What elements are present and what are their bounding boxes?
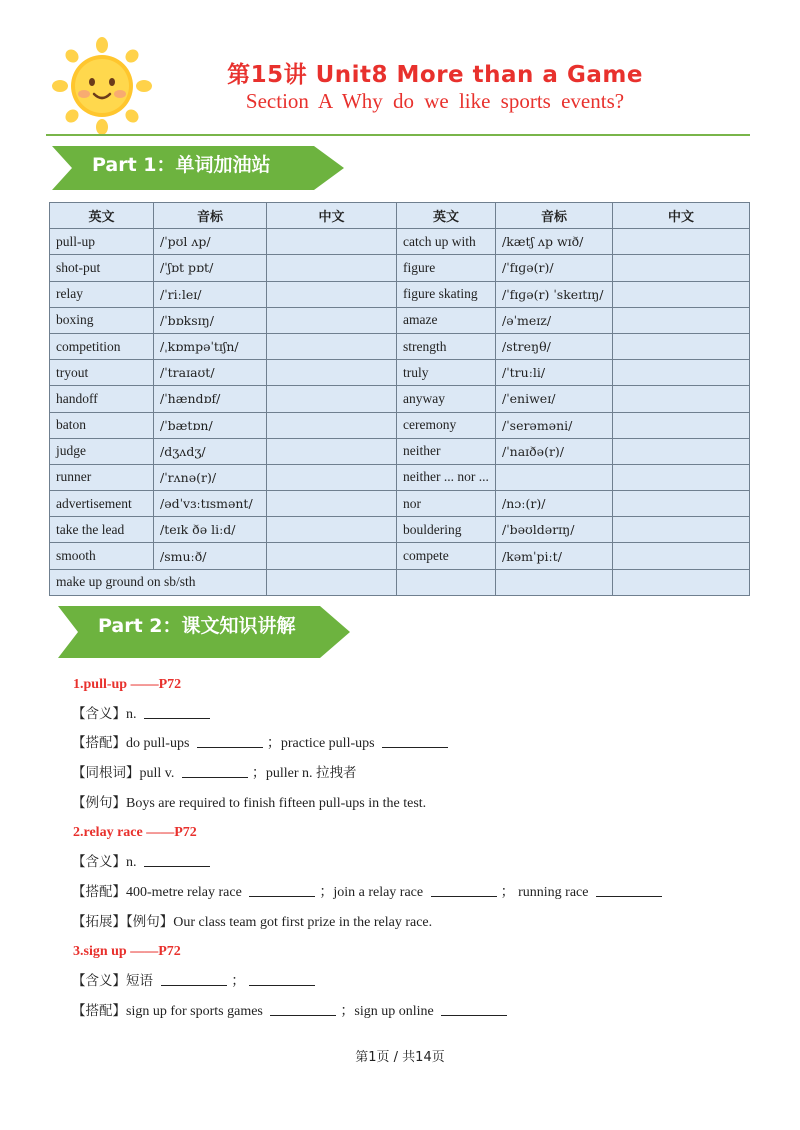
table-row [50,307,750,333]
cell-word-2: compete [397,543,496,569]
header-divider [46,134,750,136]
answer-blank[interactable] [197,734,263,748]
cell-meaning [267,386,397,412]
cell-word: tryout [50,360,154,386]
page-title: 第15讲 Unit8 More than a Game [227,62,643,88]
cell-phonetic-2: /streŋθ/ [496,333,613,359]
cell-phonetic: /ˈriːleɪ/ [154,281,267,307]
cell-phonetic-2: /ˈfɪɡə(r)/ [496,255,613,281]
lesson-line [72,789,752,819]
answer-blank[interactable] [182,764,248,778]
cell-phonetic: /ˈbɒksɪŋ/ [154,307,267,333]
lesson-line [72,848,752,878]
cell-word-2: amaze [397,307,496,333]
lesson-line [72,729,752,759]
answer-blank[interactable] [144,853,210,867]
page-subtitle: Section A Why do we like sports events? [245,89,625,113]
cell-word: shot-put [50,255,154,281]
line-text: 短语 [126,972,158,989]
line-tag: 【含义】 [72,705,126,722]
line-text: ；join a relay race [319,884,427,900]
cell-word: make up ground on sb/sth [50,569,267,595]
answer-blank[interactable] [249,972,315,986]
cell-empty [496,569,613,595]
cell-word: handoff [50,386,154,412]
cell-phonetic-2 [496,464,613,490]
cell-word-2: anyway [397,386,496,412]
cell-word: judge [50,438,154,464]
cell-word-2: strength [397,333,496,359]
cell-phonetic: /ˈbætɒn/ [154,412,267,438]
line-text: ； running race [500,884,592,900]
line-tag: 【拓展】【例句】 [72,913,174,930]
answer-blank[interactable] [270,1002,336,1016]
cell-meaning-2 [613,517,750,543]
cell-meaning-2 [613,412,750,438]
table-row [50,255,750,281]
lesson-line [72,967,752,997]
cell-meaning-2 [613,229,750,255]
cell-phonetic-2: /kəmˈpiːt/ [496,543,613,569]
cell-meaning [267,333,397,359]
cell-word-2: neither ... nor ... [397,464,496,490]
table-row [50,281,750,307]
line-text: pull v. [139,766,178,782]
cell-word-2: figure [397,255,496,281]
table-row [50,386,750,412]
answer-blank[interactable] [441,1002,507,1016]
section-heading: 3.sign up ——P72 [73,944,181,960]
cell-word: competition [50,333,154,359]
cell-meaning-2 [613,307,750,333]
cell-phonetic: /smuːð/ [154,543,267,569]
part1-label: Part 1：单词加油站 [92,154,271,176]
cell-meaning [267,543,397,569]
cell-phonetic: /dʒʌdʒ/ [154,438,267,464]
cell-word: smooth [50,543,154,569]
table-row [50,412,750,438]
cell-phonetic: /ˈhændɒf/ [154,386,267,412]
cell-word: baton [50,412,154,438]
line-text: 拉拽者 [316,765,357,782]
cell-meaning [267,255,397,281]
col-header-english: 英文 [50,203,154,229]
cell-meaning-2 [613,491,750,517]
cell-phonetic: /ˈrʌnə(r)/ [154,464,267,490]
cell-meaning-2 [613,464,750,490]
cell-word-2: truly [397,360,496,386]
cell-phonetic-2: /ˈbəʊldərɪŋ/ [496,517,613,543]
line-tag: 【含义】 [72,854,126,871]
cell-meaning-2 [613,543,750,569]
col-header-english-2: 英文 [397,203,496,229]
cell-phonetic: /ədˈvɜːtɪsmənt/ [154,491,267,517]
section-heading: 1.pull-up ——P72 [73,677,182,692]
table-row [50,517,750,543]
cell-meaning [267,307,397,333]
answer-blank[interactable] [382,734,448,748]
cell-meaning-2 [613,333,750,359]
cell-meaning-2 [613,386,750,412]
answer-blank[interactable] [249,883,315,897]
line-text: ；puller n. [251,766,317,782]
cell-phonetic: /ˌkɒmpəˈtɪʃn/ [154,333,267,359]
table-row [50,333,750,359]
cell-meaning [267,281,397,307]
line-text: sign up for sports games [126,1003,267,1019]
line-text: n. [126,855,140,871]
cell-meaning [267,360,397,386]
lesson-line [72,759,752,789]
cell-word-2: catch up with [397,229,496,255]
table-header-row [50,203,750,229]
cell-word-2: neither [397,438,496,464]
cell-word-2: ceremony [397,412,496,438]
col-header-chinese-2: 中文 [613,203,750,229]
cell-phonetic-2: /ˈnaɪðə(r)/ [496,438,613,464]
cell-word-2: figure skating [397,281,496,307]
cell-word-2: bouldering [397,517,496,543]
line-text: ；sign up online [340,1003,438,1019]
cell-phonetic-2: /kætʃ ʌp wɪð/ [496,229,613,255]
line-tag: 【例句】 [72,794,126,811]
vocab-table [49,202,750,596]
cell-phonetic-2: /ˈtruːli/ [496,360,613,386]
table-row [50,569,750,595]
line-text: ；practice pull-ups [266,736,379,752]
cell-meaning [267,438,397,464]
cell-phonetic-2: /ˈfɪɡə(r) ˈskeɪtɪŋ/ [496,281,613,307]
cell-meaning-2 [613,281,750,307]
line-tag: 【搭配】 [72,1002,126,1019]
cell-meaning-2 [613,360,750,386]
cell-phonetic: /ˈʃɒt pɒt/ [154,255,267,281]
cell-phonetic: /ˈpʊl ʌp/ [154,229,267,255]
cell-word: relay [50,281,154,307]
cell-meaning [267,491,397,517]
table-row [50,464,750,490]
table-row [50,438,750,464]
col-header-chinese: 中文 [267,203,397,229]
table-row [50,543,750,569]
cell-phonetic-2: /ˈeniweɪ/ [496,386,613,412]
cell-word: pull-up [50,229,154,255]
lesson-line [72,878,752,908]
answer-blank[interactable] [161,972,227,986]
lesson-line [72,908,752,938]
line-tag: 【同根词】 [72,765,140,782]
cell-word: take the lead [50,517,154,543]
line-text: n. [126,706,140,722]
answer-blank[interactable] [596,883,662,897]
cell-word-2: nor [397,491,496,517]
cell-meaning [267,517,397,543]
cell-empty [613,569,750,595]
answer-blank[interactable] [431,883,497,897]
table-row [50,229,750,255]
cell-meaning [267,229,397,255]
cell-meaning [267,412,397,438]
cell-word: runner [50,464,154,490]
cell-empty [397,569,496,595]
cell-empty [267,569,397,595]
cell-phonetic-2: /ˈserəməni/ [496,412,613,438]
line-text: ； [231,973,246,989]
cell-meaning-2 [613,255,750,281]
sun-mascot-icon [50,36,154,136]
cell-phonetic-2: /əˈmeɪz/ [496,307,613,333]
line-tag: 【搭配】 [72,735,126,752]
cell-word: advertisement [50,491,154,517]
line-text: do pull-ups [126,736,193,752]
line-text: Our class team got first prize in the relay race. [173,914,433,930]
part1-banner [52,146,344,190]
line-text: Boys are required to finish fifteen pull-ups in the test. [126,795,427,811]
cell-meaning [267,464,397,490]
cell-word: boxing [50,307,154,333]
table-row [50,491,750,517]
page-footer: 第1页 / 共14页 [355,1050,445,1065]
part2-label: Part 2：课文知识讲解 [98,615,296,637]
cell-phonetic: /teɪk ðə liːd/ [154,517,267,543]
cell-phonetic-2: /nɔː(r)/ [496,491,613,517]
answer-blank[interactable] [144,705,210,719]
cell-phonetic: /ˈtraɪaʊt/ [154,360,267,386]
cell-meaning-2 [613,438,750,464]
col-header-phonetic: 音标 [154,203,267,229]
table-row [50,360,750,386]
line-text: 400-metre relay race [126,884,246,900]
lesson-line [72,700,752,730]
col-header-phonetic-2: 音标 [496,203,613,229]
line-tag: 【搭配】 [72,883,126,900]
part2-banner [58,606,350,658]
line-tag: 【含义】 [72,972,126,989]
lesson-line [72,997,752,1027]
section-heading: 2.relay race ——P72 [73,825,197,841]
lesson-content [72,670,752,1026]
